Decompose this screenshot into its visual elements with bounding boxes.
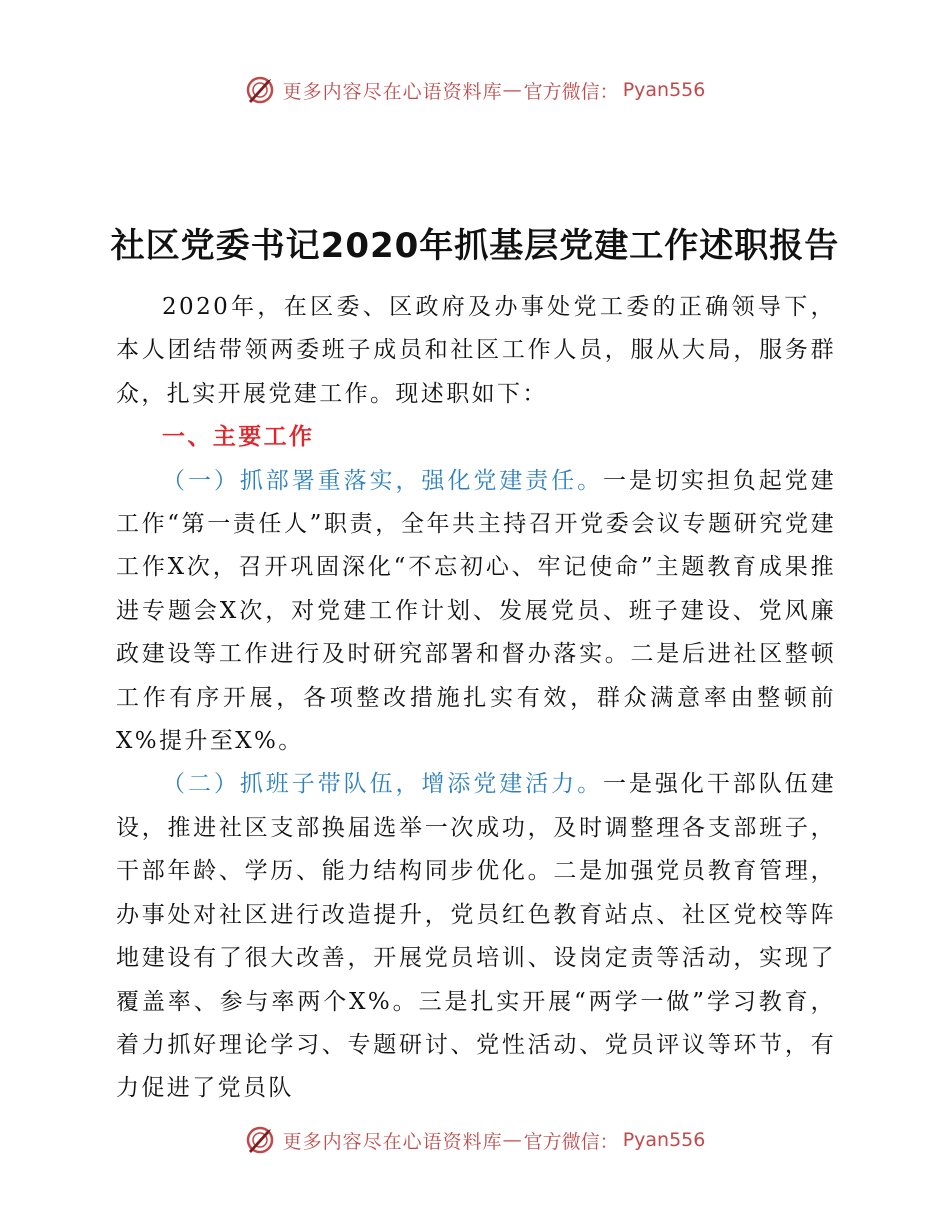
intro-paragraph: 2020年，在区委、区政府及办事处党工委的正确领导下，本人团结带领两委班子成员和社区工作人员，服从大局，服务群众，扎实开展党建工作。现述职如下： — [116, 294, 836, 407]
subsection1-heading: （一）抓部署重落实，强化党建责任。 — [162, 467, 604, 494]
watermark-wechat-label: 官方微信： — [523, 80, 619, 103]
watermark-text: 更多内容尽在心语资料库 — [282, 1130, 503, 1153]
pen-logo-icon — [245, 75, 275, 105]
watermark-banner-bottom — [0, 1120, 950, 1160]
section-heading — [116, 416, 836, 459]
watermark-wechat-id: Pyan556 — [622, 1129, 706, 1151]
subsection2-paragraph — [116, 763, 836, 1110]
subsection1-body: 一是切实担负起党建工作“第一责任人”职责，全年共主持召开党委会议专题研究党建工作X次，召开巩固深化“不忘初心、牢记使命”主题教育成果推进专题会X次，对党建工作计划、发展党员、班子建设、党风廉政建设等工作进行及时研究部署和督办落实。二是后进社区整顿工作有序开展，各项整改措施扎实有效，群众满意率由整顿前X%提升至X%。 — [116, 467, 836, 755]
watermark-separator: — — [502, 79, 522, 101]
watermark-text: 更多内容尽在心语资料库 — [282, 80, 503, 103]
section1-heading: 一、主要工作 — [162, 424, 315, 451]
subsection2-body: 一是强化干部队伍建设，推进社区支部换届选举一次成功，及时调整理各支部班子，干部年龄、学历、能力结构同步优化。二是加强党员教育管理，办事处对社区进行改造提升，党员红色教育站点、社区党校等阵地建设有了很大改善，开展党员培训、设岗定责等活动，实现了覆盖率、参与率两个X%。三是扎实开展“两学一做”学习教育，着力抓好理论学习、专题研讨、党性活动、党员评议等环节，有力促进了党员队 — [116, 771, 836, 1102]
watermark-banner-top — [0, 70, 950, 110]
watermark-separator: — — [502, 1129, 522, 1151]
subsection2-heading: （二）抓班子带队伍，增添党建活力。 — [162, 771, 604, 798]
watermark-wechat-label: 官方微信： — [523, 1130, 619, 1153]
pen-logo-icon — [245, 1125, 275, 1155]
document-body — [116, 286, 836, 1111]
watermark-wechat-id: Pyan556 — [622, 79, 706, 101]
subsection1-paragraph — [116, 460, 836, 764]
document-title: 社区党委书记2020年抓基层党建工作述职报告 — [110, 226, 840, 266]
